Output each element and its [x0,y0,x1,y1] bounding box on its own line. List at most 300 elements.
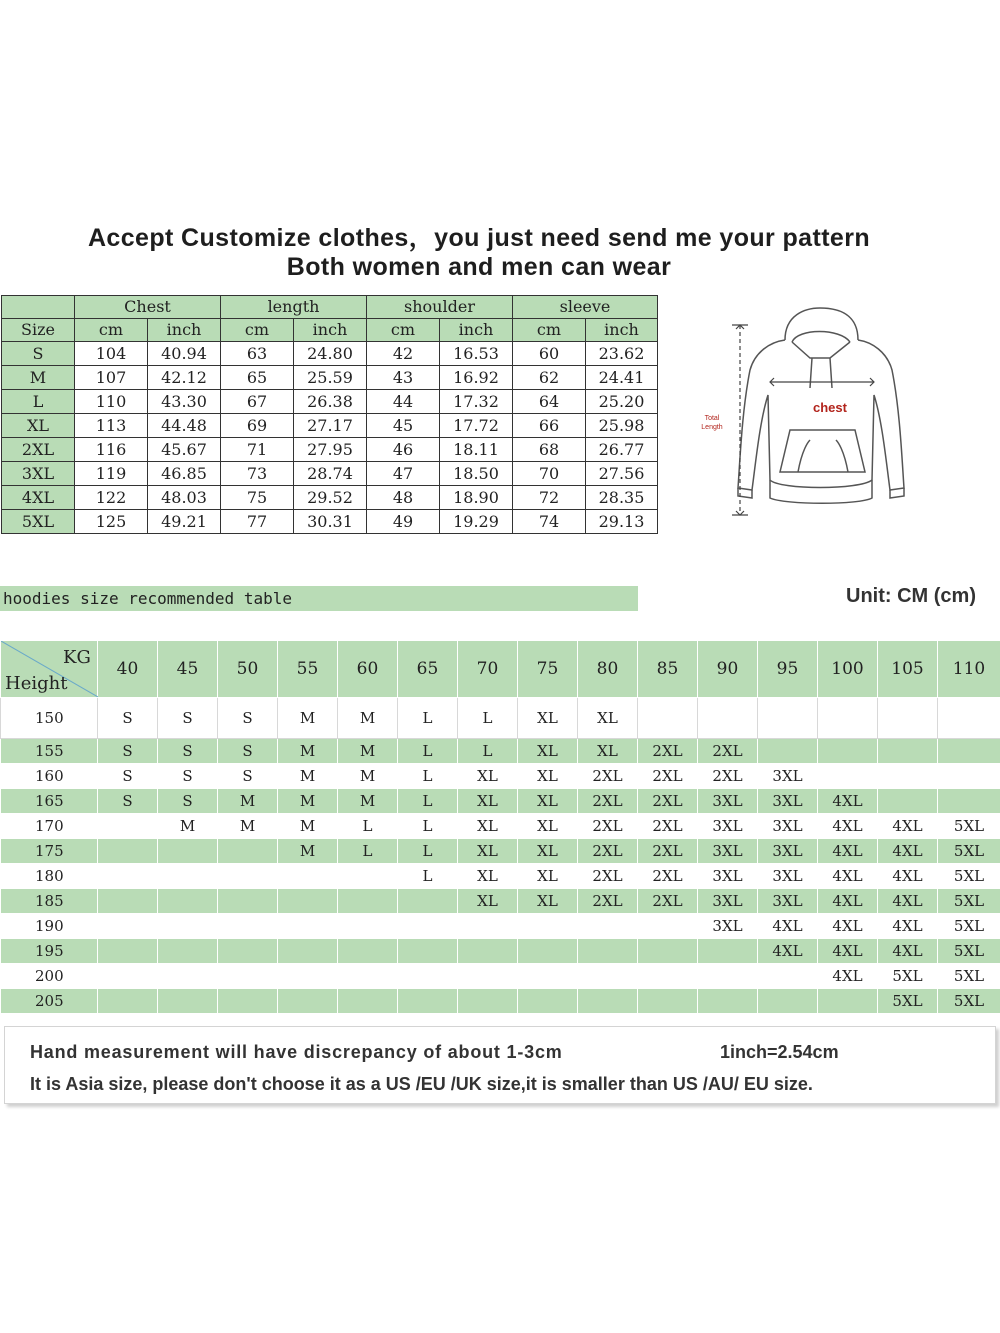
table-cell: 122 [75,486,148,510]
size-cell: M [278,698,338,739]
size-cell: 3XL [698,864,758,889]
size-cell: L [398,698,458,739]
table-row [1,839,1000,864]
size-cell: 3XL [758,889,818,914]
table-cell: 29.52 [294,486,367,510]
size-cell: 4XL [878,889,938,914]
size-cell: 5XL [938,939,1000,964]
size-cell: M [218,789,278,814]
size-cell: 3XL [758,864,818,889]
size-cell: XL [518,814,578,839]
unit-cm-header: cm [367,319,440,342]
size-cell: S [98,789,158,814]
size-cell [458,989,518,1014]
table-row [1,889,1000,914]
size-cell: XL [518,764,578,789]
table-cell: 25.59 [294,366,367,390]
table-cell: 60 [513,342,586,366]
size-cell: M [338,739,398,764]
size-cell: 2XL [638,889,698,914]
size-cell [818,764,878,789]
recommend-header-row [1,641,1000,698]
size-cell [278,989,338,1014]
weight-header-cell: 105 [878,641,938,698]
table-cell: 77 [221,510,294,534]
weight-header-cell: 85 [638,641,698,698]
size-cell [158,839,218,864]
height-label: Height [5,673,68,694]
size-cell: 2XL [578,864,638,889]
table-cell: 49.21 [148,510,221,534]
height-cell: 150 [1,698,98,739]
size-cell [218,839,278,864]
weight-header-cell: 65 [398,641,458,698]
size-cell: 5XL [938,814,1000,839]
table-cell: 30.31 [294,510,367,534]
size-cell [158,989,218,1014]
size-cell [158,864,218,889]
size-cell: M [158,814,218,839]
table-row [2,486,658,510]
table-cell: 26.38 [294,390,367,414]
size-cell [338,939,398,964]
size-name-cell: M [2,366,75,390]
size-cell [218,939,278,964]
note-conversion: 1inch=2.54cm [720,1042,839,1062]
size-cell: XL [518,739,578,764]
table-cell: 17.72 [440,414,513,438]
table-cell: 113 [75,414,148,438]
size-cell [818,698,878,739]
chest-arrow-icon [770,378,874,386]
size-cell: L [398,789,458,814]
size-cell [578,939,638,964]
table-cell: 107 [75,366,148,390]
size-cell [818,989,878,1014]
table-row [1,789,1000,814]
table-cell: 69 [221,414,294,438]
size-cell [878,698,938,739]
size-cell: M [338,698,398,739]
size-cell [98,839,158,864]
page-title: Accept Customize clothes，you just need send me your pattern [87,224,871,252]
size-cell [158,939,218,964]
size-chart-table [1,295,658,534]
note-discrepancy: Hand measurement will have discrepancy of about 1-3cm [30,1042,563,1062]
table-cell: 29.13 [586,510,658,534]
size-cell [638,989,698,1014]
recommend-title: hoodies size recommended table [3,589,292,608]
table-row [1,989,1000,1014]
size-name-cell: 3XL [2,462,75,486]
size-table-unit-header [2,319,658,342]
size-table-group-header [2,296,658,319]
size-name-cell: 4XL [2,486,75,510]
size-cell [278,914,338,939]
table-row [1,814,1000,839]
size-cell [98,964,158,989]
size-cell: 3XL [698,839,758,864]
size-cell [398,939,458,964]
size-cell [98,864,158,889]
table-cell: 27.56 [586,462,658,486]
size-cell: 5XL [938,839,1000,864]
size-cell: 3XL [758,789,818,814]
weight-header-cell: 50 [218,641,278,698]
size-cell: S [158,739,218,764]
unit-inch-header: inch [294,319,367,342]
size-cell [578,989,638,1014]
size-cell: 4XL [758,914,818,939]
size-name-cell: XL [2,414,75,438]
group-header-length: length [221,296,367,319]
table-cell: 68 [513,438,586,462]
height-cell: 170 [1,814,98,839]
table-row [2,414,658,438]
table-cell: 42 [367,342,440,366]
size-cell [338,914,398,939]
size-cell [638,964,698,989]
group-header-chest: Chest [75,296,221,319]
size-cell [878,764,938,789]
size-cell: 2XL [578,889,638,914]
size-cell [278,889,338,914]
table-cell: 19.29 [440,510,513,534]
size-cell: 4XL [878,914,938,939]
size-cell: 5XL [938,989,1000,1014]
table-cell: 48 [367,486,440,510]
size-cell: XL [578,739,638,764]
table-cell: 74 [513,510,586,534]
table-cell: 25.20 [586,390,658,414]
weight-header-cell: 110 [938,641,1000,698]
weight-header-cell: 95 [758,641,818,698]
size-cell [398,964,458,989]
size-cell: 2XL [578,764,638,789]
table-cell: 23.62 [586,342,658,366]
size-cell [338,889,398,914]
size-cell: 2XL [578,789,638,814]
weight-header-cell: 45 [158,641,218,698]
size-cell: 4XL [878,839,938,864]
size-cell: M [218,814,278,839]
page-subtitle: Both women and men can wear [286,253,672,281]
size-cell: XL [518,889,578,914]
table-cell: 75 [221,486,294,510]
size-cell [938,789,1000,814]
table-row [1,939,1000,964]
size-cell: 2XL [638,864,698,889]
height-cell: 160 [1,764,98,789]
size-cell: 2XL [638,739,698,764]
size-cell: 4XL [818,914,878,939]
size-cell [98,914,158,939]
recommend-title-bar [0,586,638,611]
table-cell: 28.74 [294,462,367,486]
table-cell: 71 [221,438,294,462]
size-cell: M [338,764,398,789]
size-cell: 3XL [758,814,818,839]
size-cell [698,989,758,1014]
size-cell: XL [458,889,518,914]
size-cell [638,939,698,964]
size-cell: 3XL [698,814,758,839]
size-cell [638,914,698,939]
length-arrow-icon [732,325,748,515]
height-cell: 155 [1,739,98,764]
size-cell [98,989,158,1014]
size-cell: 4XL [818,814,878,839]
size-cell: 2XL [578,814,638,839]
unit-inch-header: inch [586,319,658,342]
size-cell [878,789,938,814]
table-cell: 65 [221,366,294,390]
table-cell: 44.48 [148,414,221,438]
table-cell: 25.98 [586,414,658,438]
table-cell: 73 [221,462,294,486]
kg-label: KG [63,647,91,668]
table-cell: 18.90 [440,486,513,510]
unit-inch-header: inch [440,319,513,342]
size-cell: 5XL [938,964,1000,989]
size-cell: XL [458,789,518,814]
size-cell: 5XL [878,989,938,1014]
table-cell: 45 [367,414,440,438]
size-cell: S [98,698,158,739]
table-cell: 49 [367,510,440,534]
size-cell: S [158,789,218,814]
size-cell: 4XL [818,839,878,864]
size-cell: M [278,789,338,814]
size-cell [938,764,1000,789]
size-cell [518,964,578,989]
size-cell [638,698,698,739]
size-cell: XL [518,864,578,889]
table-row [2,510,658,534]
size-name-cell: L [2,390,75,414]
table-cell: 44 [367,390,440,414]
size-cell [338,989,398,1014]
table-cell: 72 [513,486,586,510]
size-cell: XL [458,764,518,789]
table-row [1,864,1000,889]
table-cell: 24.80 [294,342,367,366]
size-cell: 4XL [818,889,878,914]
size-cell: 2XL [698,764,758,789]
table-row [2,342,658,366]
size-cell: S [98,764,158,789]
table-cell: 43 [367,366,440,390]
table-row [2,366,658,390]
size-cell [98,889,158,914]
size-cell: M [338,789,398,814]
size-name-cell: 2XL [2,438,75,462]
size-cell [158,914,218,939]
size-cell [938,739,1000,764]
size-cell [458,914,518,939]
weight-header-cell: 70 [458,641,518,698]
table-cell: 64 [513,390,586,414]
header-cell [2,296,75,319]
height-cell: 200 [1,964,98,989]
size-cell: L [398,764,458,789]
table-cell: 24.41 [586,366,658,390]
table-row [2,438,658,462]
unit-label: Unit: CM (cm) [846,585,976,607]
table-cell: 110 [75,390,148,414]
weight-header-cell: 40 [98,641,158,698]
size-cell: L [458,739,518,764]
table-cell: 67 [221,390,294,414]
unit-cm-header: cm [75,319,148,342]
size-cell: 4XL [818,864,878,889]
size-cell: S [158,698,218,739]
size-cell: 2XL [578,839,638,864]
table-cell: 63 [221,342,294,366]
size-cell: 3XL [758,764,818,789]
table-cell: 45.67 [148,438,221,462]
size-cell: 5XL [938,864,1000,889]
size-cell [938,698,1000,739]
size-cell: 4XL [758,939,818,964]
size-cell [218,989,278,1014]
size-cell [818,739,878,764]
height-cell: 195 [1,939,98,964]
table-cell: 104 [75,342,148,366]
weight-header-cell: 80 [578,641,638,698]
table-cell: 46.85 [148,462,221,486]
size-cell: 2XL [638,764,698,789]
size-cell: L [398,839,458,864]
size-cell [278,864,338,889]
table-row [2,462,658,486]
size-cell: 4XL [878,864,938,889]
size-cell [398,989,458,1014]
chest-label: chest [813,400,847,415]
height-cell: 185 [1,889,98,914]
size-cell [758,989,818,1014]
size-cell [758,739,818,764]
hoodie-diagram [690,300,915,525]
size-cell: 3XL [698,889,758,914]
size-name-cell: S [2,342,75,366]
height-cell: 205 [1,989,98,1014]
table-cell: 47 [367,462,440,486]
size-cell: 2XL [698,739,758,764]
height-cell: 175 [1,839,98,864]
length-label-2: Length [701,424,723,431]
size-cell [578,964,638,989]
size-cell [518,914,578,939]
weight-header-cell: 100 [818,641,878,698]
table-cell: 43.30 [148,390,221,414]
size-cell: L [338,814,398,839]
note-box [4,1026,996,1104]
size-cell: XL [518,698,578,739]
height-cell: 190 [1,914,98,939]
size-cell: 4XL [818,939,878,964]
unit-inch-header: inch [148,319,221,342]
size-cell [218,914,278,939]
group-header-shoulder: shoulder [367,296,513,319]
length-label: Total [704,415,720,422]
size-cell [518,939,578,964]
height-cell: 165 [1,789,98,814]
size-cell [158,889,218,914]
size-cell: 3XL [698,789,758,814]
size-cell: 5XL [878,964,938,989]
size-cell: XL [458,839,518,864]
size-cell: 2XL [638,789,698,814]
table-cell: 16.92 [440,366,513,390]
size-cell: S [218,739,278,764]
size-cell: XL [518,839,578,864]
size-cell: S [158,764,218,789]
group-header-sleeve: sleeve [513,296,658,319]
size-cell [338,964,398,989]
size-cell: 4XL [818,789,878,814]
size-cell [698,964,758,989]
size-cell: 5XL [938,889,1000,914]
size-cell: M [278,739,338,764]
table-cell: 48.03 [148,486,221,510]
size-cell [578,914,638,939]
size-cell: XL [458,814,518,839]
weight-header-cell: 90 [698,641,758,698]
size-cell: 5XL [938,914,1000,939]
size-cell [458,964,518,989]
table-cell: 66 [513,414,586,438]
table-cell: 42.12 [148,366,221,390]
size-cell [218,889,278,914]
unit-cm-header: cm [513,319,586,342]
table-cell: 119 [75,462,148,486]
size-cell [278,939,338,964]
table-cell: 116 [75,438,148,462]
table-cell: 28.35 [586,486,658,510]
size-cell: L [398,814,458,839]
table-cell: 16.53 [440,342,513,366]
size-cell [218,864,278,889]
table-cell: 18.50 [440,462,513,486]
size-cell [878,739,938,764]
size-cell: XL [458,864,518,889]
size-cell [278,964,338,989]
size-name-cell: 5XL [2,510,75,534]
size-cell: S [218,698,278,739]
size-cell: L [338,839,398,864]
size-cell [338,864,398,889]
size-cell [458,939,518,964]
size-cell [398,914,458,939]
size-cell [218,964,278,989]
size-cell: M [278,764,338,789]
size-cell [758,964,818,989]
size-cell: 3XL [698,914,758,939]
size-cell: 4XL [878,814,938,839]
size-cell: S [98,739,158,764]
note-asia-size: It is Asia size, please don't choose it as a US /EU /UK size,it is smaller than US /AU/ EU size. [30,1074,813,1094]
size-cell [698,939,758,964]
size-cell [698,698,758,739]
table-cell: 26.77 [586,438,658,462]
weight-header-cell: 75 [518,641,578,698]
size-cell: 2XL [638,839,698,864]
table-cell: 62 [513,366,586,390]
table-cell: 18.11 [440,438,513,462]
size-cell: M [278,839,338,864]
unit-cm-header: cm [221,319,294,342]
